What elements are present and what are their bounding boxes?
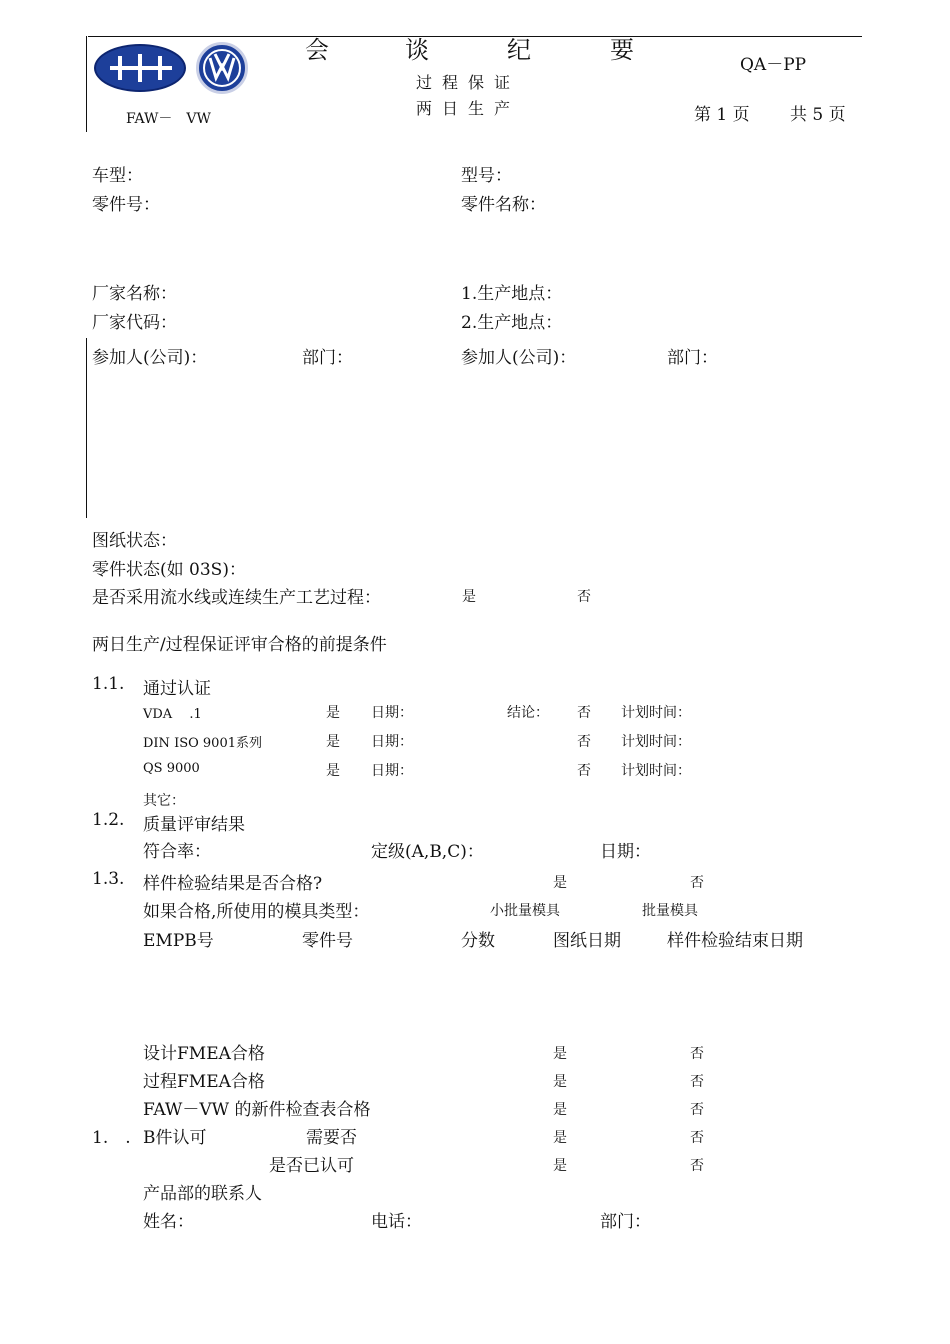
contact-dept-label: 部门： — [600, 1212, 651, 1232]
b-part-need-no[interactable]: 否 — [690, 1130, 704, 1146]
process-fmea-no[interactable]: 否 — [690, 1074, 704, 1090]
dept-right-label: 部门： — [667, 348, 718, 368]
cert-no[interactable]: 否 — [577, 763, 591, 779]
review-date-label: 日期： — [600, 842, 651, 862]
cert-plan-label: 计划时间： — [621, 763, 691, 779]
header-left-rule — [86, 36, 87, 132]
cert-no[interactable]: 否 — [577, 705, 591, 721]
cert-plan-label: 计划时间： — [621, 705, 691, 721]
b-part-need-label: 需要否 — [306, 1128, 357, 1148]
doc-code: QA－PP — [740, 55, 807, 75]
cert-plan-label: 计划时间： — [621, 734, 691, 750]
sample-yes[interactable]: 是 — [553, 875, 567, 891]
cert-name: VDA .1 — [143, 707, 202, 722]
drawing-status-label: 图纸状态： — [92, 531, 177, 551]
participant-left-label: 参加人(公司)： — [92, 348, 208, 368]
company-name: FAW－ VW — [126, 111, 211, 127]
page-total: 共 5 页 — [790, 105, 846, 125]
site1-label: 1.生产地点： — [461, 284, 563, 304]
checklist-yes[interactable]: 是 — [553, 1102, 567, 1118]
conformity-rate-label: 符合率： — [143, 842, 211, 862]
col-score: 分数 — [461, 931, 495, 951]
b-part-approved-yes[interactable]: 是 — [553, 1158, 567, 1174]
subtitle-process: 过程保证 — [416, 73, 521, 92]
part-status-label: 零件状态(如 03S)： — [92, 560, 246, 580]
cert-other-label: 其它： — [143, 793, 185, 809]
col-empb: EMPB号 — [143, 931, 214, 951]
s4-number: 1. . — [92, 1128, 131, 1148]
col-part-no: 零件号 — [302, 931, 353, 951]
section-title: 两日生产/过程保证评审合格的前提条件 — [92, 635, 387, 655]
cert-name: QS 9000 — [143, 761, 200, 776]
title-char-2: 谈 — [405, 36, 431, 64]
checklist-label: FAW－VW 的新件检查表合格 — [143, 1100, 371, 1120]
design-fmea-yes[interactable]: 是 — [553, 1046, 567, 1062]
cert-yes[interactable]: 是 — [326, 734, 340, 750]
contact-name-label: 姓名： — [143, 1212, 194, 1232]
design-fmea-no[interactable]: 否 — [690, 1046, 704, 1062]
dept-left-label: 部门： — [302, 348, 353, 368]
s3-number: 1.3. — [92, 869, 125, 889]
cert-date-label: 日期： — [371, 763, 413, 779]
b-part-approved-label: 是否已认可 — [269, 1156, 354, 1176]
col-sample-end-date: 样件检验结束日期 — [667, 931, 803, 951]
checklist-no[interactable]: 否 — [690, 1102, 704, 1118]
contact-phone-label: 电话： — [371, 1212, 422, 1232]
maker-name-label: 厂家名称： — [92, 284, 177, 304]
car-type-label: 车型： — [92, 166, 143, 186]
cert-no[interactable]: 否 — [577, 734, 591, 750]
design-fmea-label: 设计FMEA合格 — [143, 1044, 265, 1064]
grade-label: 定级(A,B,C)： — [371, 842, 484, 862]
s3-title: 样件检验结果是否合格? — [143, 874, 323, 894]
contact-title: 产品部的联系人 — [143, 1184, 262, 1204]
subtitle-two-day: 两日生产 — [416, 99, 521, 118]
flow-no[interactable]: 否 — [577, 589, 591, 605]
part-name-label: 零件名称： — [461, 195, 546, 215]
part-no-label: 零件号： — [92, 195, 160, 215]
vw-logo-icon — [196, 42, 248, 94]
cert-date-label: 日期： — [371, 705, 413, 721]
b-part-need-yes[interactable]: 是 — [553, 1130, 567, 1146]
cert-conclusion-label: 结论： — [507, 705, 549, 721]
page-number: 第 1 页 — [694, 105, 750, 125]
participant-right-label: 参加人(公司)： — [461, 348, 577, 368]
s4-title: B件认可 — [143, 1128, 207, 1148]
model-label: 型号： — [461, 166, 512, 186]
site2-label: 2.生产地点： — [461, 313, 563, 333]
title-char-3: 纪 — [507, 36, 533, 64]
cert-yes[interactable]: 是 — [326, 763, 340, 779]
s2-number: 1.2. — [92, 810, 125, 830]
flow-yes[interactable]: 是 — [462, 589, 476, 605]
batch-mold[interactable]: 批量模具 — [642, 903, 698, 919]
s2-title: 质量评审结果 — [143, 815, 245, 835]
small-batch-mold[interactable]: 小批量模具 — [490, 903, 560, 919]
cert-date-label: 日期： — [371, 734, 413, 750]
cert-name: DIN ISO 9001系列 — [143, 736, 262, 751]
faw-logo-icon — [94, 44, 186, 92]
title-char-4: 要 — [610, 36, 636, 64]
header-top-rule — [88, 36, 862, 37]
sample-no[interactable]: 否 — [690, 875, 704, 891]
col-drawing-date: 图纸日期 — [553, 931, 621, 951]
title-char-1: 会 — [305, 36, 331, 64]
process-fmea-yes[interactable]: 是 — [553, 1074, 567, 1090]
process-fmea-label: 过程FMEA合格 — [143, 1072, 265, 1092]
mold-question: 如果合格,所使用的模具类型： — [143, 902, 370, 922]
cert-yes[interactable]: 是 — [326, 705, 340, 721]
participants-left-rule — [86, 338, 87, 518]
s1-title: 通过认证 — [143, 679, 211, 699]
s1-number: 1.1. — [92, 674, 125, 694]
maker-code-label: 厂家代码： — [92, 313, 177, 333]
b-part-approved-no[interactable]: 否 — [690, 1158, 704, 1174]
flow-question: 是否采用流水线或连续生产工艺过程： — [92, 588, 381, 608]
